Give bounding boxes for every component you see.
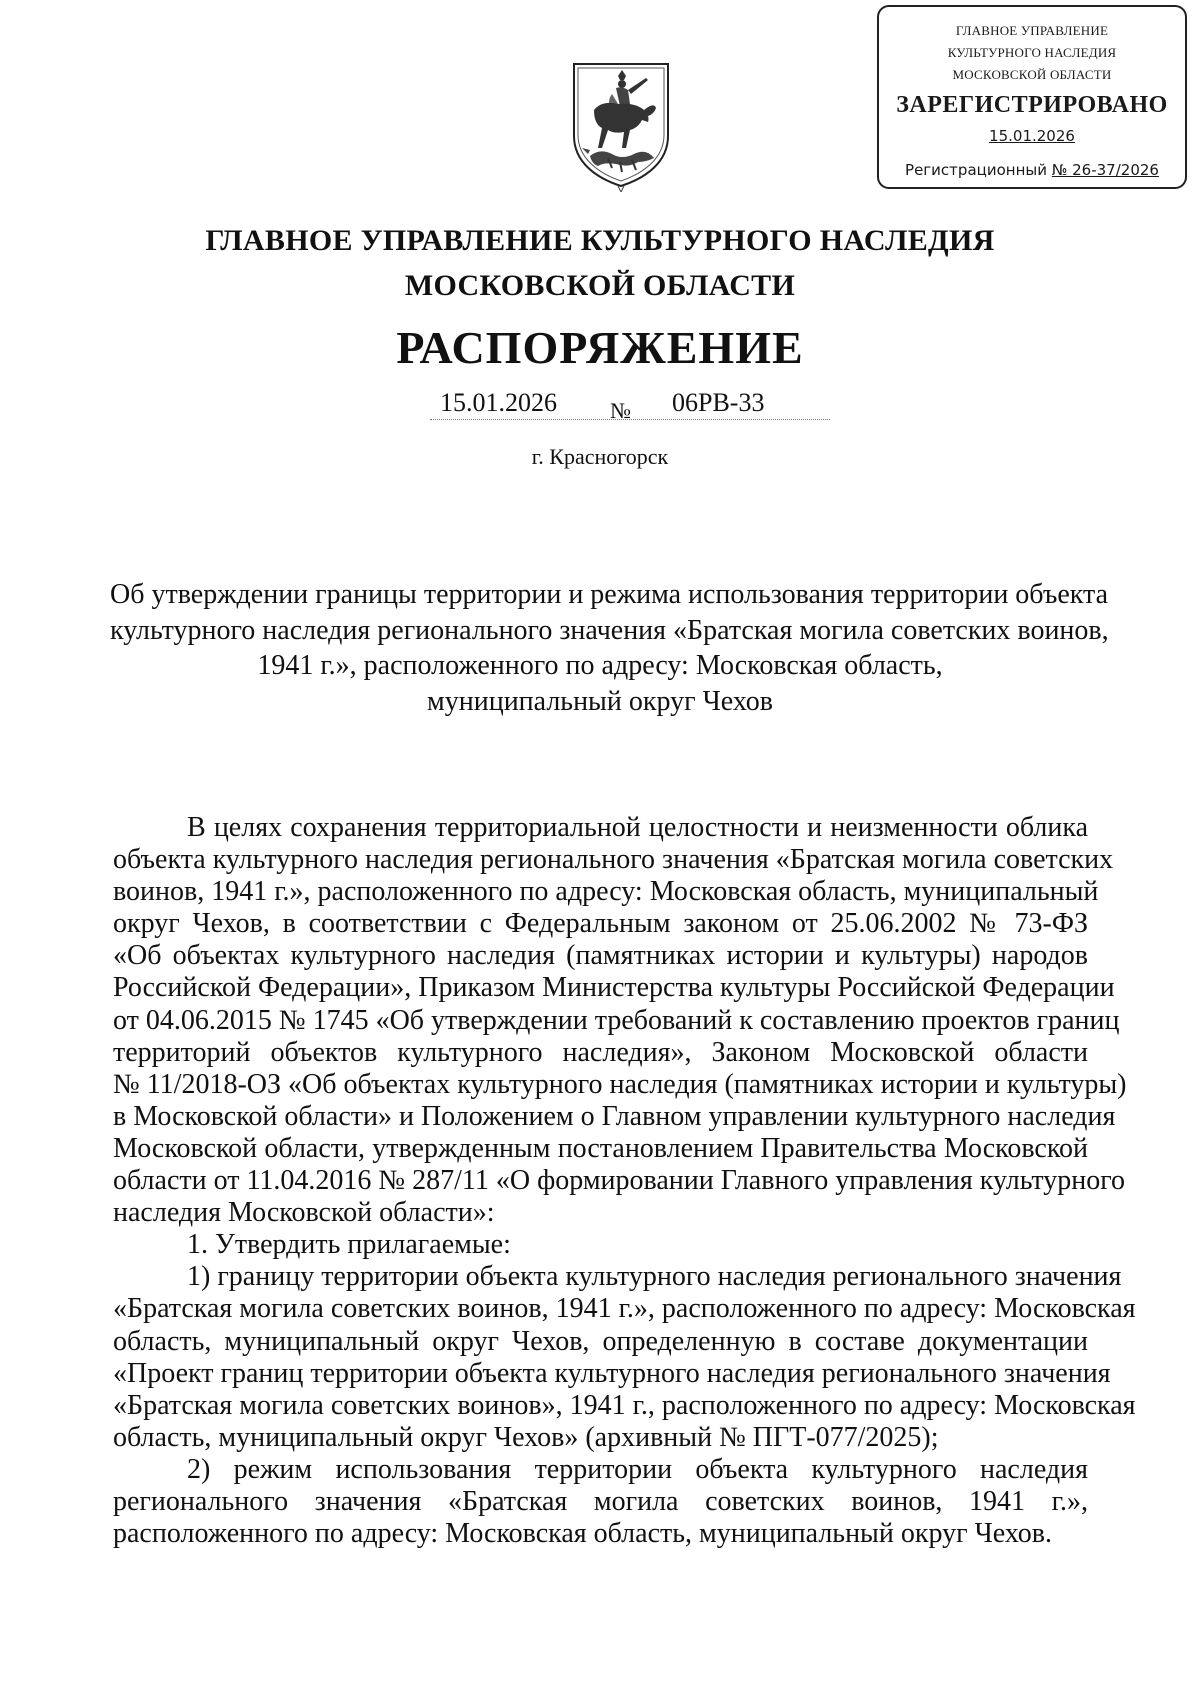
number-sign: № (610, 398, 631, 423)
stamp-org-line: КУЛЬТУРНОГО НАСЛЕДИЯ (947, 45, 1117, 60)
stamp-org-line: МОСКОВСКОЙ ОБЛАСТИ (952, 67, 1112, 82)
organization-title-line2: МОСКОВСКОЙ ОБЛАСТИ (404, 269, 796, 302)
body-line: объекта культурного наследия регионального значения «Братская могила советских (113, 844, 1114, 876)
body-line: 1. Утвердить прилагаемые: (187, 1229, 511, 1261)
body-line: область, муниципальный округ Чехов, определенную в составе документации (113, 1325, 1088, 1357)
stamp-organization (879, 19, 1185, 87)
body-line: Российской Федерации», Приказом Министерства культуры Российской Федерации (113, 972, 1115, 1004)
body-line: от 04.06.2015 № 1745 «Об утверждении требований к составлению проектов границ (113, 1004, 1120, 1036)
body-line: № 11/2018-ОЗ «Об объектах культурного наследия (памятниках истории и культуры) (113, 1068, 1127, 1100)
body-line: округ Чехов, в соответствии с Федеральным законом от 25.06.2002 № 73-ФЗ (113, 908, 1088, 940)
body-line: в Московской области» и Положением о Главном управлении культурного наследия (113, 1100, 1116, 1132)
document-subject (110, 577, 1109, 719)
body-line: 2) режим использования территории объекта культурного наследия (187, 1453, 1088, 1485)
body-line: области от 11.04.2016 № 287/11 «О формировании Главного управления культурного (113, 1165, 1126, 1197)
body-line: регионального значения «Братская могила советских воинов, 1941 г.», (113, 1485, 1088, 1517)
organization-title-line1: ГЛАВНОЕ УПРАВЛЕНИЕ КУЛЬТУРНОГО НАСЛЕДИЯ (205, 224, 995, 257)
body-line: область, муниципальный округ Чехов» (архивный № ПГТ-077/2025); (113, 1421, 939, 1453)
body-line: территорий объектов культурного наследия», Законом Московской области (113, 1036, 1088, 1068)
subject-line: муниципальный округ Чехов (427, 685, 773, 717)
document-number: 06РВ-33 (672, 388, 765, 417)
date-number-line (430, 388, 830, 424)
body-line: «Братская могила советских воинов, 1941 г.», расположенного по адресу: Московская (113, 1293, 1136, 1325)
subject-line: культурного наследия регионального значения «Братская могила советских воинов, (110, 614, 1109, 646)
body-line: расположенного по адресу: Московская область, муниципальный округ Чехов. (113, 1518, 1052, 1550)
stamp-date: 15.01.2026 (989, 127, 1075, 145)
stamp-org-line: ГЛАВНОЕ УПРАВЛЕНИЕ (955, 23, 1109, 38)
subject-line: 1941 г.», расположенного по адресу: Московская область, (257, 650, 943, 681)
stamp-reg-prefix: Регистрационный (905, 161, 1047, 179)
stamp-reg-number: № 26-37/2026 (1051, 161, 1159, 179)
body-line: «Об объектах культурного наследия (памятниках истории и культуры) народов (113, 940, 1088, 972)
document-type: РАСПОРЯЖЕНИЕ (396, 322, 804, 373)
stamp-status: ЗАРЕГИСТРИРОВАНО (896, 92, 1168, 118)
body-line: воинов, 1941 г.», расположенного по адресу: Московская область, муниципальный (113, 876, 1099, 908)
document-body (113, 812, 1136, 1550)
organization-title (0, 218, 1200, 308)
subject-line: Об утверждении границы территории и режима использования территории объекта (110, 579, 1108, 610)
city: г. Красногорск (531, 444, 669, 469)
body-line: В целях сохранения территориальной целостности и неизменности облика (187, 812, 1088, 843)
body-line: Московской области, утвержденным постановлением Правительства Московской (113, 1132, 1088, 1164)
body-line: «Проект границ территории объекта культурного наследия регионального значения (113, 1357, 1111, 1389)
coat-of-arms-icon (568, 58, 674, 192)
document-date: 15.01.2026 (440, 388, 557, 417)
registration-stamp (877, 5, 1187, 189)
body-line: «Братская могила советских воинов», 1941 г., расположенного по адресу: Московская (113, 1389, 1136, 1421)
body-line: наследия Московской области»: (113, 1197, 495, 1229)
stamp-registration-number (879, 157, 1185, 183)
body-line: 1) границу территории объекта культурного наследия регионального значения (187, 1261, 1122, 1293)
